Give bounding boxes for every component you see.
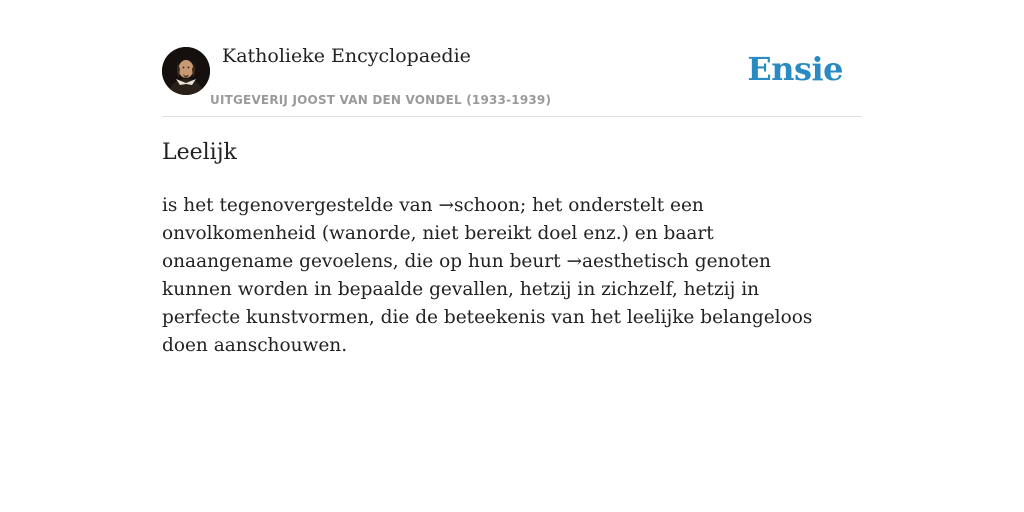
entry-title: Leelijk [162, 140, 237, 165]
publication-header [162, 40, 862, 117]
portrait-image [162, 47, 210, 95]
publication-avatar[interactable] [162, 47, 210, 95]
ensie-logo-link[interactable]: Ensie [747, 50, 843, 88]
link-schoon[interactable]: →schoon [438, 195, 520, 216]
link-aesthetisch[interactable]: →aesthetisch [566, 251, 689, 272]
entry-text: genoten kunnen worden in bepaalde gevallen, hetzij in zichzelf, hetzij in perfecte kunstvormen, die de beteekenis van het leelijke belangeloos doen aanschouwen. [162, 251, 813, 356]
publication-subtitle: UITGEVERIJ JOOST VAN DEN VONDEL (1933-1939) [210, 93, 552, 107]
entry-text: is het tegenovergestelde van [162, 195, 439, 216]
publication-title[interactable]: Katholieke Encyclopaedie [222, 45, 471, 67]
entry-body [162, 192, 842, 360]
entry-text: ; het onderstelt een onvolkomenheid (wanorde, niet bereikt doel enz.) en baart onaangename gevoelens, die op hun beurt [162, 195, 714, 272]
